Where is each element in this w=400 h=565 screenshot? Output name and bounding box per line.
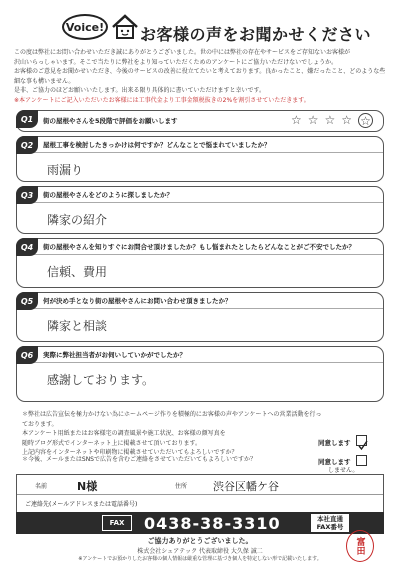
intro-line: 是非、ご協力のほどお願いいたします。出来る限り具体的に書いていただけますと幸いです。 <box>14 87 266 94</box>
name-row <box>17 475 383 495</box>
intro-line: お客様のご意見をお聞かせいただき、今後のサービスの改善に役立てたいと考えております。良かったこと、嫌だったこと、どのような些細な事も構いません。 <box>14 68 386 85</box>
answer-text[interactable]: 感謝しております。 <box>47 373 155 387</box>
star-icon-selected[interactable]: ☆ <box>358 113 373 128</box>
customer-form <box>16 474 384 516</box>
page-title: お客様の声をお聞かせください <box>140 25 372 44</box>
question-3 <box>16 186 384 234</box>
intro-line: この度は弊社にお問い合わせいただき誠にありがとうございました。世の中には弊社の存在やサービスをご存知ないお客様が <box>14 49 351 56</box>
name-label: 名前 <box>35 483 48 490</box>
agree-label-2: 同意します <box>318 458 351 466</box>
intro-line: 沢山いらっしゃいます。そこで当たりに弊社をより知っていただくためのアンケートにご協力いただけないでしょうか。 <box>14 58 338 66</box>
header <box>0 0 400 52</box>
answer-text[interactable]: 隣家の紹介 <box>47 213 108 227</box>
question-1 <box>16 110 384 132</box>
question-text: 屋根工事を検討したきっかけは何ですか？どんなことで悩まれていましたか？ <box>43 141 271 149</box>
question-text: 何が決め手となり街の屋根やさんにお問い合わせ頂きましたか？ <box>43 297 232 305</box>
question-text: 実際に弊社担当者がお伺いしていかがでしたか？ <box>43 351 186 359</box>
question-number: Q4 <box>16 238 38 256</box>
direct-line-1: 本社直通 <box>316 515 343 523</box>
hanko-stamp: 富田 <box>346 530 374 562</box>
thanks-text: ご協力ありがとうございました。 <box>147 537 253 545</box>
star-icon[interactable]: ☆ <box>341 113 352 127</box>
email-note <box>22 455 312 465</box>
question-number: Q5 <box>16 292 38 310</box>
star-rating[interactable] <box>291 113 373 128</box>
fax-number[interactable]: 0438-38-3310 <box>144 513 281 533</box>
question-number: Q2 <box>16 136 38 154</box>
question-number: Q6 <box>16 346 38 364</box>
agree-label: 同意します <box>318 439 351 447</box>
direct-fax-badge <box>311 514 350 532</box>
note-line: 上記内容をインターネットや印刷物に掲載させていただいてもよろしいですか？ <box>22 449 238 456</box>
answer-text[interactable]: 信頼、費用 <box>47 265 108 279</box>
agree-checkbox[interactable] <box>356 435 367 446</box>
star-icon[interactable]: ☆ <box>307 113 319 127</box>
address-label: 住所 <box>175 483 188 490</box>
check-icon <box>357 440 368 451</box>
note-line: 随時ブログ形式でインターネット上に掲載させて頂いております。 <box>22 439 201 447</box>
address-field[interactable]: 渋谷区幡ケ谷 <box>213 480 279 493</box>
fax-label: FAX <box>102 515 132 531</box>
answer-text[interactable]: 隣家と相談 <box>47 319 108 333</box>
direct-line-2: FAX番号 <box>316 523 344 531</box>
voice-bubble: Voice! <box>62 14 108 40</box>
house-icon <box>110 12 140 42</box>
star-icon[interactable]: ☆ <box>290 113 302 127</box>
fax-bar <box>16 512 384 534</box>
question-4 <box>16 238 384 288</box>
question-number: Q3 <box>16 186 38 204</box>
publication-notes <box>22 410 322 458</box>
note-line: ＊弊社は広告宣伝を極力かけない為にホームページ作りを積極的にお客様の声やアンケートへの営業活動を行っております。 <box>22 411 322 428</box>
note-line: 本アンケート用紙またはお客様宅の調査風景や施工状況、お客様の顔写真を <box>22 430 226 437</box>
question-number: Q1 <box>16 110 38 128</box>
question-text: 街の屋根やさんをどのように探しましたか？ <box>43 191 173 199</box>
privacy-text: ※アンケートでお預かりしたお客様の個人情報は厳重な管理に基づき個人を特定しない形で記載いたします。 <box>78 556 322 562</box>
question-text: 街の屋根やさんを知りすぐにお問合せ頂けましたか？もし悩まれたとしたらどんなことがご不安でしたか？ <box>43 243 355 251</box>
discount-note: ※本アンケートにご記入いただいたお客様には工事代金より工事金額税抜きの2%を割引させていただきます。 <box>14 96 310 104</box>
question-2 <box>16 136 384 182</box>
handwritten-note: しません。 <box>328 467 359 474</box>
company-text: 株式会社シェアテック 代表取締役 大久保 誠二 <box>137 548 263 555</box>
intro-text <box>14 48 386 105</box>
note-line: ＊今後、メールまたはSNSで広告を含むご連絡をさせていただいてもよろしいですか？ <box>22 456 256 463</box>
question-6 <box>16 346 384 402</box>
star-icon[interactable]: ☆ <box>324 113 336 127</box>
question-5 <box>16 292 384 342</box>
name-field[interactable]: N様 <box>77 480 98 493</box>
answer-text[interactable]: 雨漏り <box>47 163 84 177</box>
question-text: 街の屋根やさんを5段階で評価をお願いします <box>43 117 178 125</box>
contact-label: ご連絡先(メールアドレスまたは電話番号) <box>25 501 138 508</box>
